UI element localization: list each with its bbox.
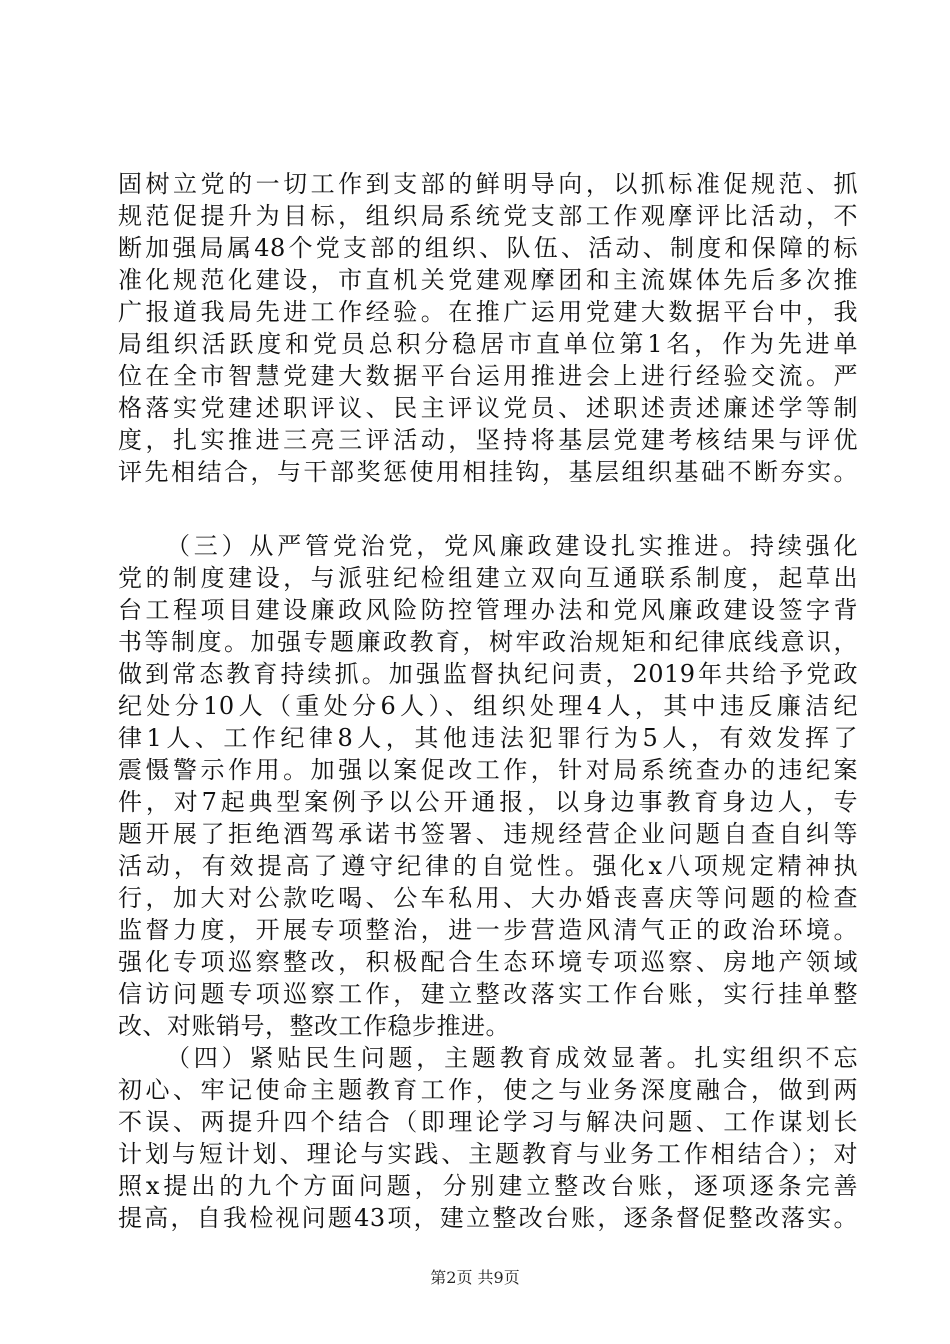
paragraph-line: 照x提出的九个方面问题，分别建立整改台账，逐项逐条完善 bbox=[118, 1172, 858, 1200]
paragraph-line: 格落实党建述职评议、民主评议党员、述职述责述廉述学等制 bbox=[118, 394, 858, 422]
paragraph-line: 计划与短计划、理论与实践、主题教育与业务工作相结合）；对 bbox=[118, 1140, 858, 1168]
paragraph-line: （四）紧贴民生问题，主题教育成效显著。扎实组织不忘 bbox=[166, 1044, 858, 1072]
paragraph-line: 纪处分10人（重处分6人）、组织处理4人，其中违反廉洁纪 bbox=[118, 692, 858, 720]
paragraph-line: 活动，有效提高了遵守纪律的自觉性。强化x八项规定精神执 bbox=[118, 852, 858, 880]
paragraph-line: 台工程项目建设廉政风险防控管理办法和党风廉政建设签字背 bbox=[118, 596, 858, 624]
page-number-footer: 第2页 共9页 bbox=[430, 1268, 520, 1287]
paragraph-line: 题开展了拒绝酒驾承诺书签署、违规经营企业问题自查自纠等 bbox=[118, 820, 858, 848]
paragraph-line: 不误、两提升四个结合（即理论学习与解决问题、工作谋划长 bbox=[118, 1108, 858, 1136]
paragraph-line: 改、对账销号，整改工作稳步推进。 bbox=[118, 1012, 510, 1040]
paragraph-line: 件，对7起典型案例予以公开通报，以身边事教育身边人，专 bbox=[118, 788, 858, 816]
paragraph-line: 党的制度建设，与派驻纪检组建立双向互通联系制度，起草出 bbox=[118, 564, 858, 592]
paragraph-line: 监督力度，开展专项整治，进一步营造风清气正的政治环境。 bbox=[118, 916, 858, 944]
paragraph-line: 评先相结合，与干部奖惩使用相挂钩，基层组织基础不断夯实。 bbox=[118, 458, 858, 486]
paragraph-line: 做到常态教育持续抓。加强监督执纪问责，2019年共给予党政 bbox=[118, 660, 858, 688]
paragraph-line: 位在全市智慧党建大数据平台运用推进会上进行经验交流。严 bbox=[118, 362, 858, 390]
paragraph-line: 度，扎实推进三亮三评活动，坚持将基层党建考核结果与评优 bbox=[118, 426, 858, 454]
paragraph-line: （三）从严管党治党，党风廉政建设扎实推进。持续强化 bbox=[166, 532, 858, 560]
paragraph-line: 初心、牢记使命主题教育工作，使之与业务深度融合，做到两 bbox=[118, 1076, 858, 1104]
paragraph-line: 书等制度。加强专题廉政教育，树牢政治规矩和纪律底线意识， bbox=[118, 628, 858, 656]
paragraph-line: 强化专项巡察整改，积极配合生态环境专项巡察、房地产领域 bbox=[118, 948, 858, 976]
paragraph-line: 行，加大对公款吃喝、公车私用、大办婚丧喜庆等问题的检查 bbox=[118, 884, 858, 912]
paragraph-line: 断加强局属48个党支部的组织、队伍、活动、制度和保障的标 bbox=[118, 234, 858, 262]
paragraph-3 bbox=[118, 1042, 858, 1234]
paragraph-line: 规范促提升为目标，组织局系统党支部工作观摩评比活动，不 bbox=[118, 202, 858, 230]
paragraph-line: 律1人、工作纪律8人，其他违法犯罪行为5人，有效发挥了 bbox=[118, 724, 858, 752]
paragraph-line: 广报道我局先进工作经验。在推广运用党建大数据平台中，我 bbox=[118, 298, 858, 326]
paragraph-line: 准化规范化建设，市直机关党建观摩团和主流媒体先后多次推 bbox=[118, 266, 858, 294]
paragraph-line: 提高，自我检视问题43项，建立整改台账，逐条督促整改落实。 bbox=[118, 1204, 858, 1232]
paragraph-line: 局组织活跃度和党员总积分稳居市直单位第1名，作为先进单 bbox=[118, 330, 858, 358]
paragraph-line: 震慑警示作用。加强以案促改工作，针对局系统查办的违纪案 bbox=[118, 756, 858, 784]
paragraph-2 bbox=[118, 530, 858, 1042]
paragraph-1 bbox=[118, 168, 858, 488]
document-body bbox=[118, 168, 858, 1234]
paragraph-line: 信访问题专项巡察工作，建立整改落实工作台账，实行挂单整 bbox=[118, 980, 858, 1008]
paragraph-line: 固树立党的一切工作到支部的鲜明导向，以抓标准促规范、抓 bbox=[118, 170, 858, 198]
paragraph-spacer bbox=[118, 488, 858, 530]
